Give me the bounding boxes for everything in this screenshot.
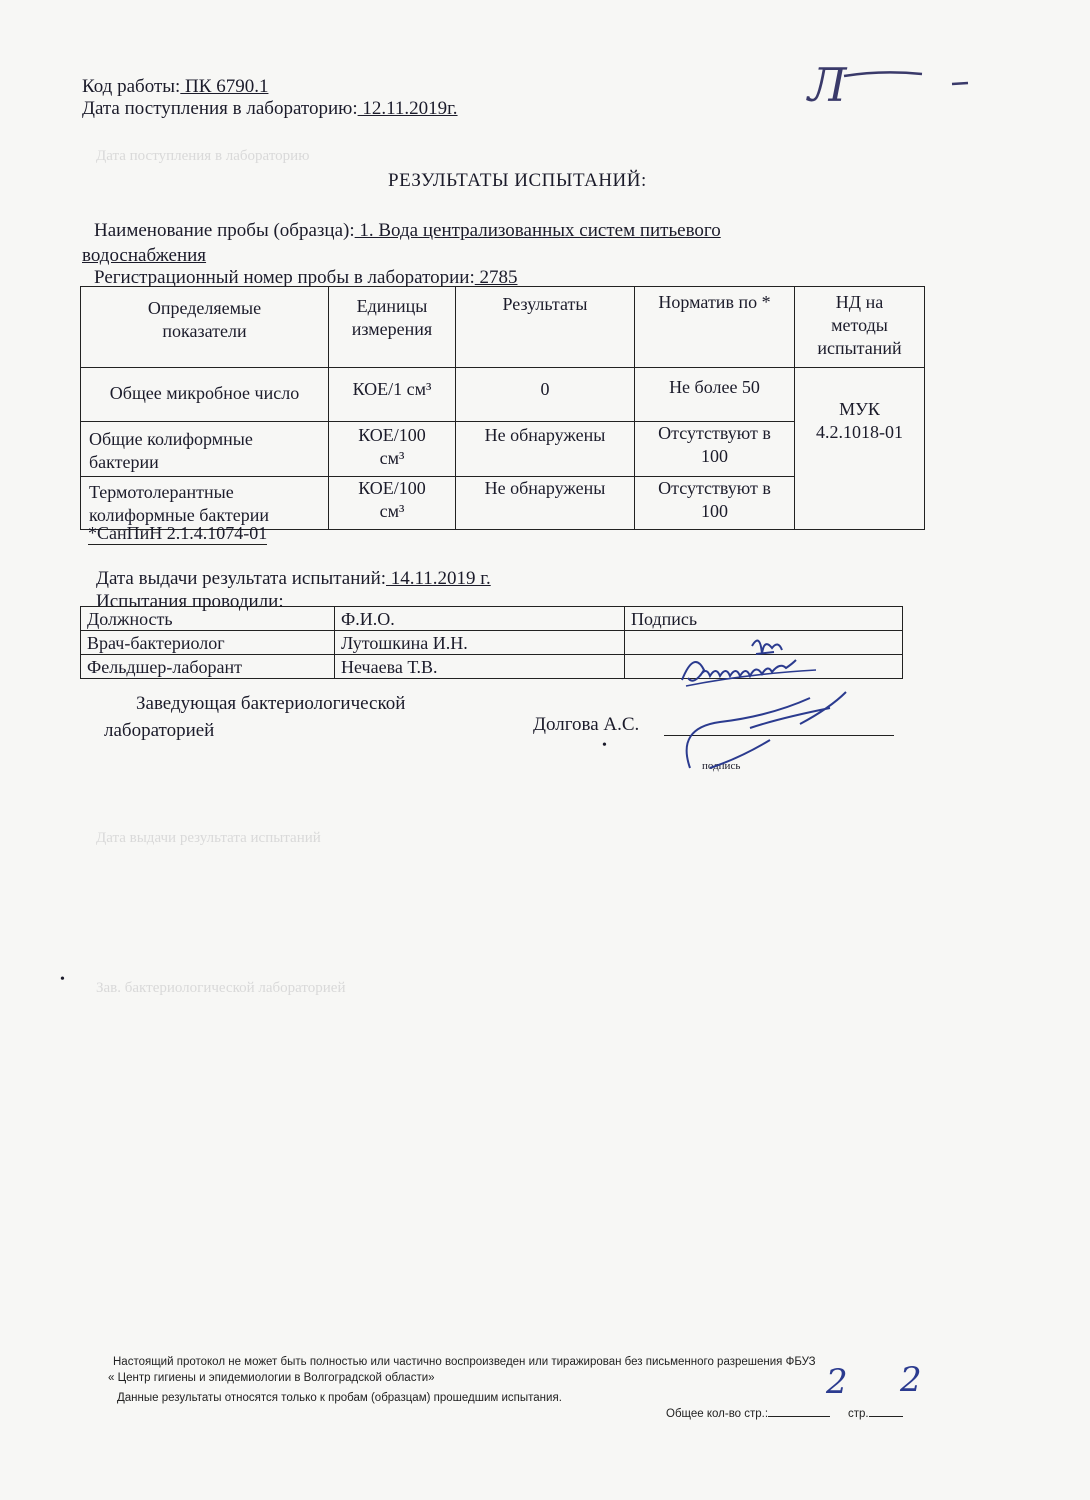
staff-signature-scribble (676, 630, 826, 692)
footer-disclaimer: Настоящий протокол не может быть полностью или частично воспроизведен или тиражирован без письменного разрешения ФБУЗ (113, 1356, 816, 1368)
bleed-through-text: Дата поступления в лабораторию (96, 148, 310, 164)
unit-cell: КОЕ/1 см³ (329, 368, 456, 422)
signature-caption: подпись (702, 760, 741, 772)
page-number: стр. (848, 1408, 903, 1420)
sample-name: Наименование пробы (образца): 1. Вода централизованных систем питьевого (94, 220, 721, 241)
corner-handwritten-mark: Л (808, 58, 847, 112)
handwritten-page-number: 2 (900, 1360, 922, 1400)
header-name: Ф.И.О. (335, 607, 625, 631)
norm-cell: Не более 50 (635, 368, 795, 422)
header-unit: Единицы измерения (329, 287, 456, 368)
method-cell: МУК 4.2.1018-01 (795, 368, 925, 530)
result-cell: 0 (456, 368, 635, 422)
handwritten-page-count: 2 (826, 1362, 848, 1402)
staff-position: Фельдшер-лаборант (81, 655, 335, 679)
footer-organization: « Центр гигиены и эпидемиологии в Волгоградской области» (108, 1372, 435, 1384)
header-method: НД на методы испытаний (795, 287, 925, 368)
header-norm: Норматив по * (635, 287, 795, 368)
indicator-cell: Термотолерантные колиформные бактерии (81, 477, 329, 530)
received-date: Дата поступления в лабораторию: 12.11.2019г. (82, 98, 458, 119)
speck: • (60, 972, 65, 987)
indicator-cell: Общие колиформные бактерии (81, 422, 329, 477)
staff-caption: Испытания проводили: (96, 591, 284, 612)
issue-date: Дата выдачи результата испытаний: 14.11.2019 г. (96, 568, 491, 589)
bleed-through-text: Дата выдачи результата испытаний (96, 830, 321, 846)
corner-dash-mark (842, 66, 972, 92)
results-table (80, 286, 925, 530)
header-position: Должность (81, 607, 335, 631)
speck: • (602, 738, 607, 753)
footer-note: Данные результаты относятся только к пробам (образцам) прошедшим испытания. (117, 1392, 562, 1404)
head-of-lab-title: Заведующая бактериологической (136, 693, 406, 714)
staff-name: Нечаева Т.В. (335, 655, 625, 679)
page-title: РЕЗУЛЬТАТЫ ИСПЫТАНИЙ: (388, 170, 647, 191)
staff-name: Лутошкина И.Н. (335, 631, 625, 655)
page-count: Общее кол-во стр.: (666, 1408, 830, 1420)
bleed-through-text: Зав. бактериологической лабораторией (96, 980, 346, 996)
norm-footnote: *СанПиН 2.1.4.1074-01 (88, 523, 268, 543)
header-signature: Подпись (625, 607, 903, 631)
header-indicator: Определяемые показатели (81, 287, 329, 368)
indicator-cell: Общее микробное число (81, 368, 329, 422)
sample-name-continued: водоснабжения (82, 245, 207, 266)
staff-header-row (81, 607, 903, 631)
unit-cell: КОЕ/100 см³ (329, 422, 456, 477)
head-signature-scribble (680, 688, 860, 780)
registration-number: Регистрационный номер пробы в лаборатории: 2785 (94, 267, 518, 288)
staff-position: Врач-бактериолог (81, 631, 335, 655)
results-header-row (81, 287, 925, 368)
work-code: Код работы: ПК 6790.1 (82, 76, 269, 97)
unit-cell: КОЕ/100 см³ (329, 477, 456, 530)
head-of-lab-name: Долгова А.С. (533, 714, 640, 735)
table-row (81, 368, 925, 422)
result-cell: Не обнаружены (456, 477, 635, 530)
header-result: Результаты (456, 287, 635, 368)
norm-cell: Отсутствуют в 100 (635, 422, 795, 477)
head-of-lab-title-cont: лабораторией (104, 720, 215, 741)
norm-cell: Отсутствуют в 100 (635, 477, 795, 530)
result-cell: Не обнаружены (456, 422, 635, 477)
